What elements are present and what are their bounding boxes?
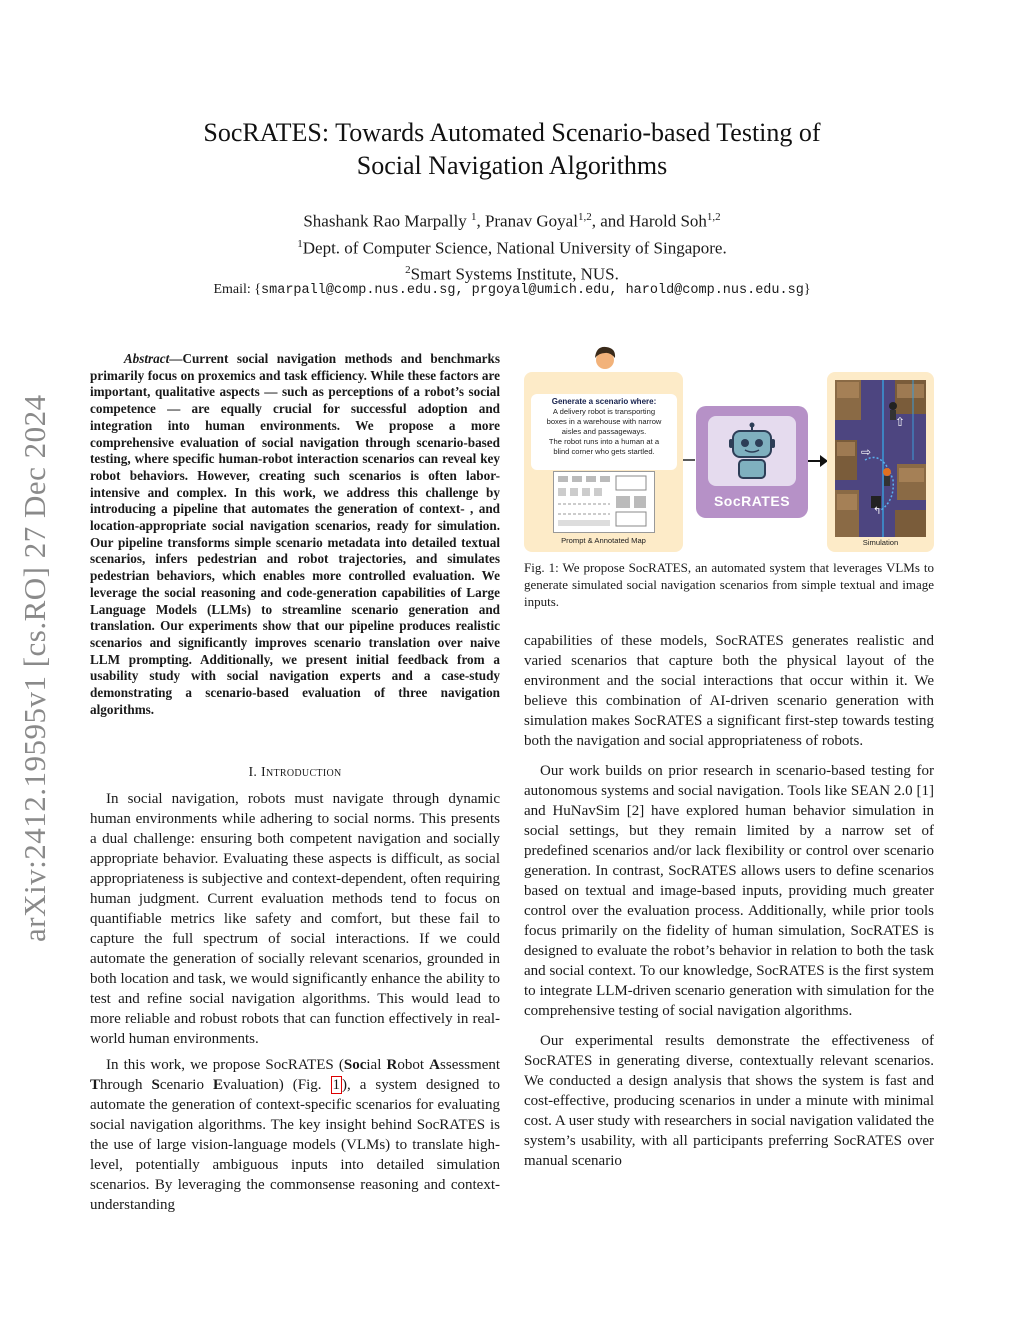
intro-paragraph-2: In this work, we propose SocRATES (Social Robot Assessment Through Scenario Evaluation) (Fig. 1 ), a system designed to automate the generation of context-specific scenarios for evaluating social navigation algorithms. The key insight behind SocRATES is the use of large vision-language models (VLMs) to translate high-level, potentially ambiguous inputs into detailed simulation scenarios. By leveraging the commonsense reasoning and context-understanding: [90, 1057, 501, 1213]
figure-1-reference-link[interactable]: 1: [332, 1077, 341, 1093]
title-line-2: Social Navigation Algorithms: [356, 151, 668, 180]
prompt-bubble: Generate a scenario where: A delivery robot is transporting boxes in a warehouse with narrow aisles and passageways. The robot runs into a human at a blind corner who gets startled.: [531, 394, 677, 470]
right-paragraph-3: Our experimental results demonstrate the effectiveness of SocRATES in generating diverse, contextually relevant scenarios. We conducted a design analysis that shows the system is fast and cost-effective, producing scenarios in under a minute with minimal cost. A user study with researchers in social navigation validated the system’s usability, with all participants preferring SocRATES over manual scenario: [524, 1033, 934, 1169]
intro-right-column: [524, 631, 934, 1181]
arxiv-identifier: arXiv:2412.19595v1 [cs.RO] 27 Dec 2024: [17, 394, 52, 942]
affiliation-2: $^2$Smart Systems Institute, NUS.: [405, 264, 619, 284]
annotated-map-image: [553, 471, 655, 533]
right-paragraph-2: Our work builds on prior research in scenario-based testing for autonomous systems and social navigation. Tools like SEAN 2.0 [1] and HuNavSim [2] have explored human behavior simulation in social settings, but they remain limited by a narrow set of predefined scenarios and/or lack flexibility or control over scenario generation. In contrast, SocRATES allows users to define scenarios based on textual and image-based inputs, providing much greater control over the evaluation process. Additionally, while prior tools focus primarily on the fidelity of human simulation, SocRATES is designed to evaluate the robot’s behavior in relation to both the task and social context. To our knowledge, SocRATES is the first system to integrate LLM-driven scenario generation with simulation for the comprehensive testing of social navigation algorithms.: [524, 763, 934, 1019]
simulation-image: [835, 380, 926, 537]
figure-1-caption: Fig. 1: We propose SocRATES, an automated system that leverages VLMs to generate simulated social navigation scenarios from simple textual and image inputs.: [524, 560, 934, 609]
robot-icon: [727, 422, 777, 480]
intro-left-column: [90, 789, 500, 1221]
arrow-right-icon: [683, 454, 697, 466]
author-1: Shashank Rao Marpally: [303, 211, 467, 231]
simulation-panel: [827, 372, 934, 552]
author-3-affiliation: 1,2: [706, 211, 721, 223]
socrates-system-block: [696, 406, 808, 518]
author-2: , Pranav Goyal: [476, 211, 578, 231]
email-addresses[interactable]: smarpall@comp.nus.edu.sg, prgoyal@umich.edu, harold@comp.nus.edu.sg: [261, 283, 804, 298]
email-label: Email:: [213, 282, 255, 297]
abstract: Abstract—Current social navigation methods and benchmarks primarily focus on proxemics and task efficiency. While these factors are important, qualitative aspects — such as perceptions of a robot’s social competence — are equally crucial for successful adoption and integration into human environments. We propose a more comprehensive evaluation of social navigation through scenario-based testing, where specific human-robot interaction scenarios can reveal key robot behaviors. However, creating such scenarios is often labor-intensive and complex. In this work, we address this challenge by introducing a pipeline that automates the generation of context- , and location-appropriate social navigation scenarios, ready for simulation. Our pipeline transforms simple scenario metadata into detailed textual scenarios, infers pedestrian and robot trajectories, and simulates pedestrian behaviors, which enables more controlled evaluation. We leverage the social reasoning and code-generation capabilities of Large Language Models (LLMs) to streamline scenario generation and translation. Our experiments show that our pipeline produces realistic scenarios and significantly improves scenario translation over naive LLM prompting. Additionally, we present initial feedback from a usability study with social navigation experts and a case-study demonstrating a scenario-based evaluation of three navigation algorithms.: [90, 351, 500, 717]
figure-1: [524, 340, 934, 552]
intro-paragraph-1: In social navigation, robots must navigate through dynamic human environments while adhering to social norms. This presents a dual challenge: ensuring both competent navigation and socially appropriate behavior. Evaluating these aspects is difficult, as social appropriateness is subjective and context-dependent, often requiring human judgment. Current evaluation methods tend to focus on quantifiable metrics like safety and comfort, but these fail to capture the full spectrum of social interactions. If we could automate the generation of socially relevant scenarios, grounded in both location and task, we would significantly enhance the ability to test and refine social navigation algorithms. This would lead to more reliable and robust robots that can function effectively in real-world human environments.: [90, 791, 500, 1047]
section-heading-introduction: I. Introduction: [248, 765, 342, 780]
affiliation-1: $^1$Dept. of Computer Science, National University of Singapore.: [297, 237, 727, 258]
abstract-text: Current social navigation methods and benchmarks primarily focus on proxemics and task efficiency. While these factors are important, qualitative aspects — such as perceptions of a robot’s social competence — are equally crucial for successful adoption and integration into human environments. We propose a more comprehensive evaluation of social navigation through scenario-based testing, where specific human-robot interaction scenarios can reveal key robot behaviors. However, creating such scenarios is often labor-intensive and complex. In this work, we address this challenge by introducing a pipeline that automates the generation of context- , and location-appropriate social navigation scenarios, ready for simulation. Our pipeline transforms simple scenario metadata into detailed textual scenarios, infers pedestrian and robot trajectories, and simulates pedestrian behaviors, which enables more controlled evaluation. We leverage the social reasoning and code-generation capabilities of Large Language Models (LLMs) to streamline scenario generation and translation. Our experiments show that our pipeline produces realistic scenarios and significantly improves scenario translation over naive LLM prompting. Additionally, we present initial feedback from a usability study with social navigation experts and a case-study demonstrating a scenario-based evaluation of three navigation algorithms.: [90, 351, 500, 717]
prompt-panel-label: Prompt & Annotated Map: [561, 536, 646, 545]
right-paragraph-1: capabilities of these models, SocRATES generates realistic and varied scenarios that capture both the physical layout of the environment and the social interactions that occur within it. We believe this combination of AI-driven scenario generation with simulation makes SocRATES a significant first-step towards testing both the navigation and social appropriateness of robots.: [524, 633, 934, 749]
svg-text:⇨: ⇨: [861, 445, 872, 459]
abstract-lead: Abstract: [123, 351, 170, 366]
author-1-affiliation: 1: [470, 211, 477, 223]
prompt-heading: Generate a scenario where:: [551, 397, 657, 406]
author-3: , and Harold Soh: [591, 211, 707, 231]
simulation-panel-label: Simulation: [862, 538, 899, 547]
socrates-label: SocRATES: [713, 493, 791, 509]
email-line: Email: {smarpall@comp.nus.edu.sg, prgoyal@umich.edu, harold@comp.nus.edu.sg}: [213, 282, 811, 298]
svg-text:⇧: ⇧: [895, 415, 906, 429]
prompt-panel: [524, 372, 683, 552]
author-names: [120, 206, 904, 233]
svg-text:↰: ↰: [873, 506, 882, 517]
paper-title: [120, 116, 904, 182]
title-line-1: SocRATES: Towards Automated Scenario-based Testing of: [203, 118, 821, 147]
author-2-affiliation: 1,2: [577, 211, 592, 223]
arrow-right-icon: [808, 454, 828, 468]
author-block: [120, 206, 904, 286]
